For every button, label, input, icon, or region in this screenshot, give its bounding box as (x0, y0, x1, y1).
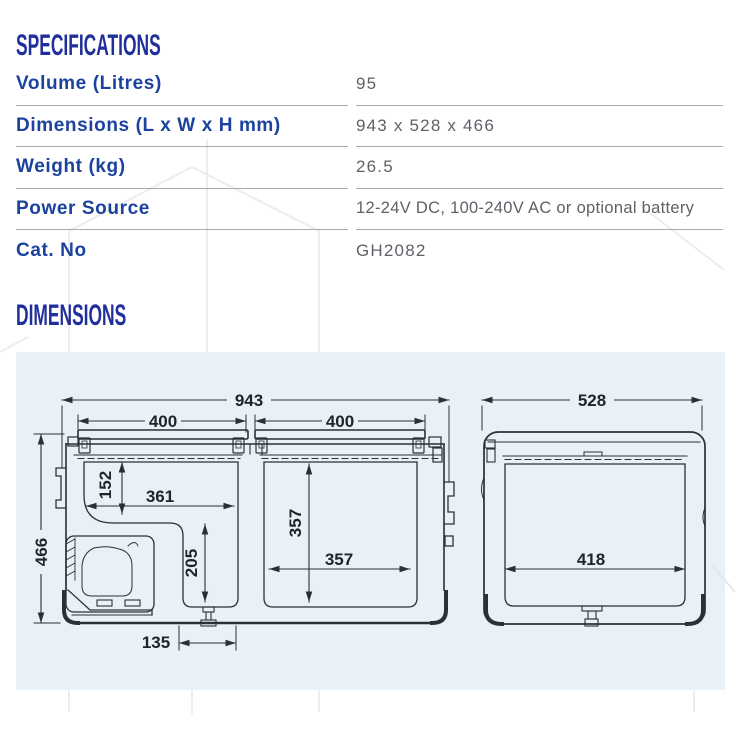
specifications-table (16, 64, 723, 272)
dim-label-inner-left-width: 361 (145, 487, 175, 506)
technical-drawing (16, 352, 725, 690)
dim-label-inner-right-width: 357 (324, 550, 354, 569)
dim-label-overall-height: 466 (32, 537, 51, 567)
dim-label-inner-top-depth: 152 (96, 470, 115, 500)
column-gap (348, 106, 356, 148)
table-row (16, 106, 723, 148)
row-label: Cat. No (16, 239, 87, 261)
column-gap (348, 147, 356, 189)
table-row (16, 189, 723, 231)
table-row (16, 230, 723, 272)
row-value: 943 x 528 x 466 (356, 106, 723, 148)
row-value: 95 (356, 64, 723, 106)
side-view (482, 391, 706, 626)
dim-label-base-step-width: 135 (141, 633, 171, 652)
dim-label-overall-depth: 528 (577, 391, 607, 410)
table-row (16, 147, 723, 189)
dim-label-lid-right: 400 (325, 412, 355, 431)
row-value: 12-24V DC, 100-240V AC or optional battery (356, 189, 723, 231)
dim-label-lid-left: 400 (148, 412, 178, 431)
row-value: GH2082 (356, 240, 427, 260)
dim-label-inner-right-depth: 357 (286, 508, 305, 538)
column-gap (348, 189, 356, 231)
dimensions-panel (16, 352, 725, 690)
dim-label-inner-lower-height: 205 (182, 548, 201, 578)
dimensions-title: DIMENSIONS (16, 299, 127, 332)
row-value: 26.5 (356, 147, 723, 189)
row-label: Power Source (16, 189, 348, 231)
row-label: Volume (Litres) (16, 64, 348, 106)
column-gap (348, 64, 356, 106)
specifications-title: SPECIFICATIONS (16, 29, 161, 62)
table-row (16, 64, 723, 106)
dim-label-overall-width: 943 (234, 391, 264, 410)
row-label: Dimensions (L x W x H mm) (16, 106, 348, 148)
front-view (32, 391, 454, 650)
row-label: Weight (kg) (16, 147, 348, 189)
dim-label-side-inner-width: 418 (576, 550, 606, 569)
column-gap (348, 230, 356, 272)
